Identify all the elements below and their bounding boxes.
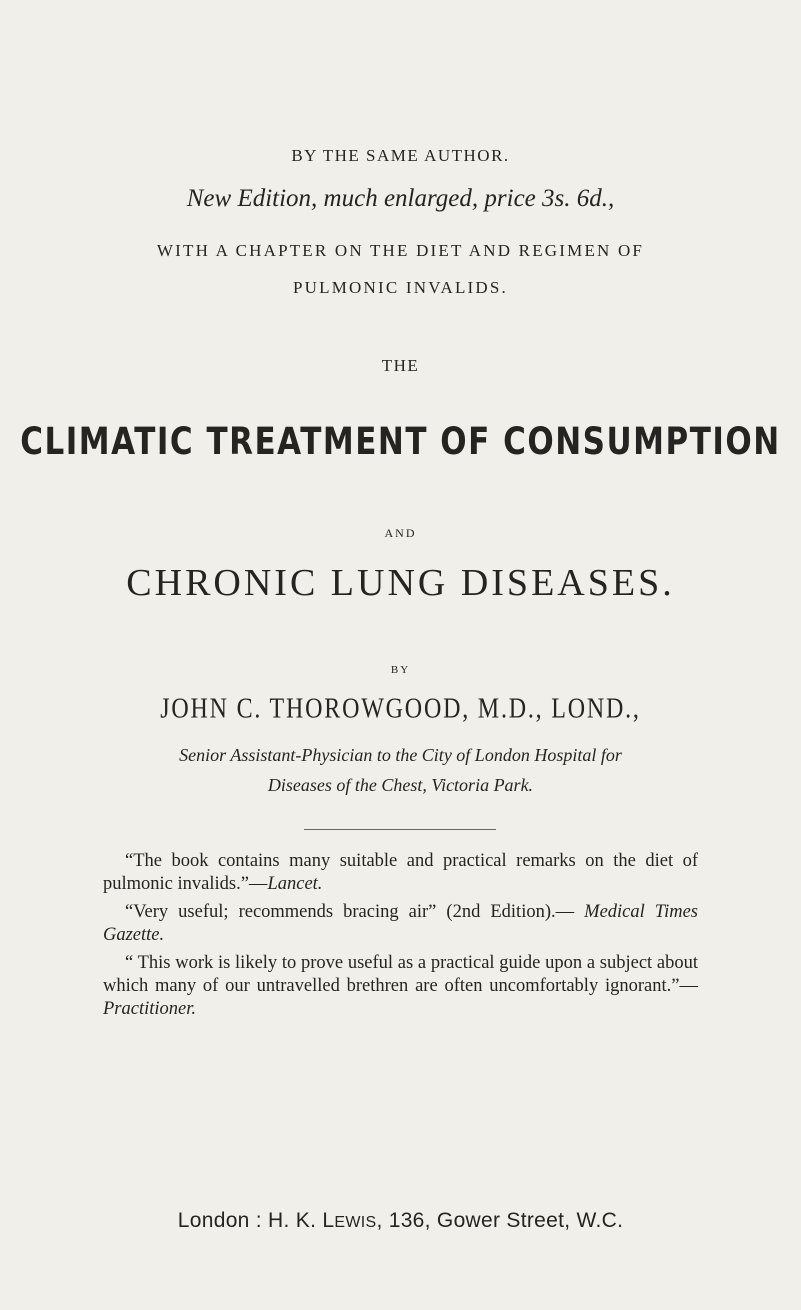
publisher-imprint <box>0 1209 801 1233</box>
author-affiliation-line-1: Senior Assistant-Physician to the City of London Hospital for <box>179 745 622 765</box>
author-name: JOHN C. THOROWGOOD, M.D., LOND., <box>160 694 641 725</box>
review-quote <box>103 952 698 1021</box>
byline-label: BY <box>390 664 411 676</box>
review-source: Practitioner. <box>103 999 197 1019</box>
edition-line: New Edition, much enlarged, price 3s. 6d., <box>186 185 615 212</box>
title-conjunction: AND <box>384 526 417 540</box>
title-article: THE <box>381 356 420 375</box>
publisher-name-rest: EWIS <box>334 1214 377 1231</box>
review-text: “The book contains many suitable and practical remarks on the diet of pulmonic invalids.”— <box>103 851 698 894</box>
review-quote <box>103 850 698 896</box>
review-source: Lancet. <box>267 874 323 894</box>
divider-rule <box>304 829 496 830</box>
review-quote <box>103 901 698 947</box>
review-source: Medical Times Gazette. <box>103 902 698 945</box>
book-title-main: CLIMATIC TREATMENT OF CONSUMPTION <box>20 420 781 464</box>
author-affiliation-line-2: Diseases of the Chest, Victoria Park. <box>267 775 534 795</box>
press-reviews <box>103 850 698 1021</box>
publisher-initial: L <box>322 1209 335 1232</box>
subtitle-line-1: WITH A CHAPTER ON THE DIET AND REGIMEN OF <box>156 241 645 260</box>
imprint-prefix: London : H. K. <box>177 1209 323 1232</box>
review-text: “Very useful; recommends bracing air” (2nd Edition).— <box>125 902 585 922</box>
book-title-secondary: CHRONIC LUNG DISEASES. <box>126 562 675 604</box>
review-text: “ This work is likely to prove useful as a practical guide upon a subject about which many of our untravelled brethren are often uncomfortably ignorant.”— <box>103 953 698 996</box>
subtitle-line-2: PULMONIC INVALIDS. <box>293 278 508 297</box>
imprint-address: , 136, Gower Street, W.C. <box>376 1209 624 1232</box>
page-header: BY THE SAME AUTHOR. <box>291 146 510 165</box>
